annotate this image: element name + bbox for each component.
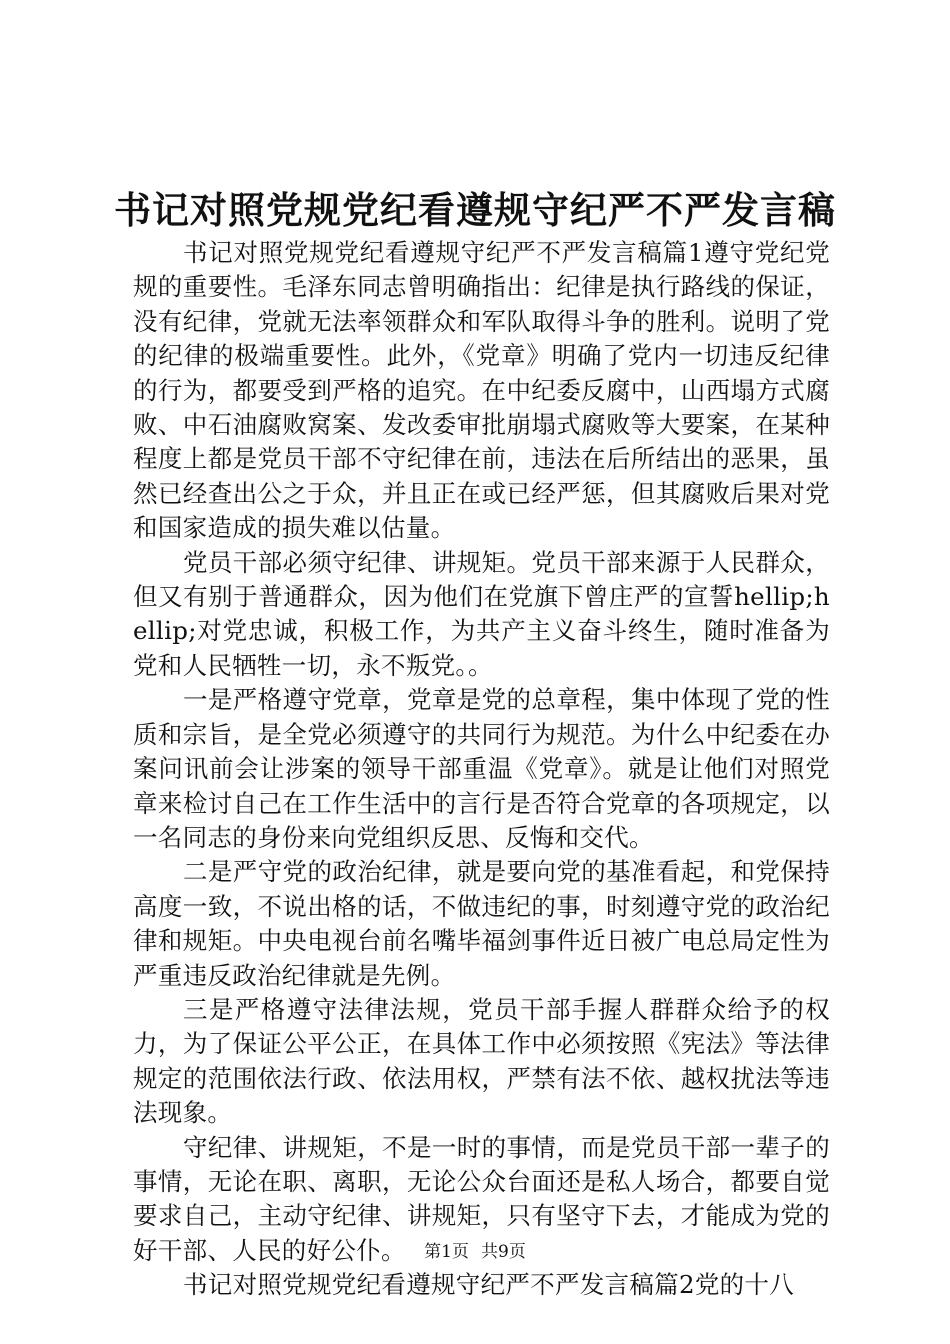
paragraph-3: 一是严格遵守党章，党章是党的总章程，集中体现了党的性质和宗旨，是全党必须遵守的共同行为规范。为什么中纪委在办案问讯前会让涉案的领导干部重温《党章》。就是让他们对照党章来检讨自己在工作生活中的言行是否符合党章的各项规定，以一名同志的身份来向党组织反思、反悔和交代。 [133,685,830,852]
paragraph-1: 书记对照党规党纪看遵规守纪严不严发言稿篇1遵守党纪党规的重要性。毛泽东同志曾明确指出：纪律是执行路线的保证，没有纪律，党就无法率领群众和军队取得斗争的胜利。说明了党的纪律的极端重要性。此外，《党章》明确了党内一切违反纪律的行为，都要受到严格的追究。在中纪委反腐中，山西塌方式腐败、中石油腐败窝案、发改委审批崩塌式腐败等大要案，在某种程度上都是党员干部不守纪律在前，违法在后所结出的恶果，虽然已经查出公之于众，并且正在或已经严惩，但其腐败后果对党和国家造成的损失难以估量。 [133,238,830,543]
paragraph-5: 三是严格遵守法律法规，党员干部手握人群群众给予的权力，为了保证公平公正，在具体工作中必须按照《宪法》等法律规定的范围依法行政、依法用权，严禁有法不依、越权扰法等违法现象。 [133,994,830,1128]
page-number-total: 共9页 [481,1242,526,1262]
document-title: 书记对照党规党纪看遵规守纪严不严发言稿 [114,188,836,232]
paragraph-7: 书记对照党规党纪看遵规守纪严不严发言稿篇2党的十八 [183,1270,795,1300]
document-body [133,236,830,1303]
paragraph-4: 二是严守党的政治纪律，就是要向党的基准看起，和党保持高度一致，不说出格的话，不做违纪的事，时刻遵守党的政治纪律和规矩。中央电视台前名嘴毕福剑事件近日被广电总局定性为严重违反政治纪律就是先例。 [133,857,830,990]
paragraph-2: 党员干部必须守纪律、讲规矩。党员干部来源于人民群众，但又有别于普通群众，因为他们在党旗下曾庄严的宣誓hellip;hellip;对党忠诚，积极工作，为共产主义奋斗终生，随时准备为党和人民牺牲一切，永不叛党。。 [133,547,830,680]
page-number-current: 第1页 [424,1242,469,1262]
page-footer [0,1240,950,1264]
paragraph-6: 守纪律、讲规矩，不是一时的事情，而是党员干部一辈子的事情，无论在职、离职，无论公众台面还是私人场合，都要自觉要求自己，主动守纪律、讲规矩，只有坚守下去，才能成为党的好干部、人民的好公仆。 [133,1132,830,1265]
